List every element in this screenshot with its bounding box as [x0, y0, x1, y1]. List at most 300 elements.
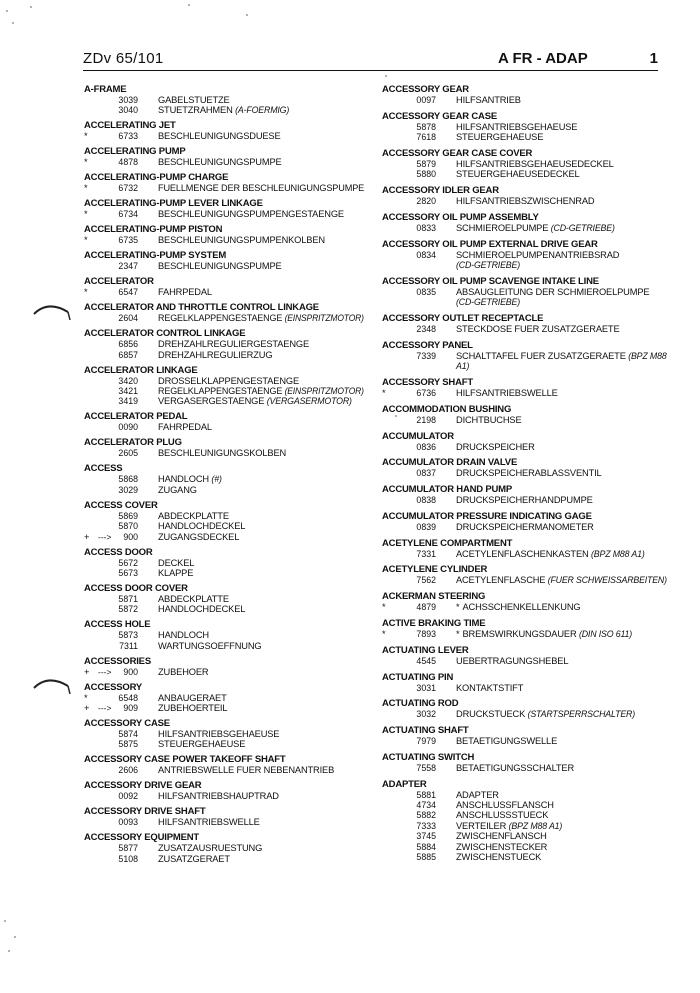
- translation-row: [84, 630, 364, 640]
- entry-a-frame: [84, 84, 364, 116]
- entry-term: ACETYLENE COMPARTMENT: [382, 537, 513, 549]
- translation-row: [84, 422, 364, 432]
- entry-code: 0833: [416, 222, 436, 233]
- entry-term: ACCUMULATOR PRESSURE INDICATING GAGE: [382, 510, 592, 522]
- translation-text: DREHZAHLREGULIERZUG: [158, 349, 273, 360]
- german-translation: [456, 495, 593, 505]
- usage-note: (STARTSPERRSCHALTER): [527, 709, 636, 720]
- entry-term: ACTUATING LEVER: [382, 644, 469, 656]
- entry-term: ACCELERATING PUMP: [84, 146, 186, 158]
- translation-text: ACETYLENFLASCHENKASTEN: [456, 548, 589, 559]
- german-translation: [456, 196, 594, 206]
- entry-code: 5871: [118, 593, 138, 604]
- asterisk-marker: *: [382, 629, 386, 640]
- asterisk-marker: *: [84, 287, 88, 298]
- translation-text: ZUGANG: [158, 484, 197, 495]
- translation-row: [84, 313, 364, 323]
- translation-text: HILFSANTRIEBSGEHAEUSE: [158, 728, 280, 739]
- translation-row: [382, 709, 667, 719]
- entry-term: ACCESS DOOR: [84, 546, 153, 558]
- entry-term: ADAPTER: [382, 778, 427, 790]
- translation-row: [84, 209, 364, 219]
- translation-text: BESCHLEUNIGUNGSPUMPE: [158, 261, 282, 272]
- entry-accumulator-drain-valve: [382, 457, 667, 478]
- translation-row: [84, 765, 364, 775]
- german-translation: [158, 376, 299, 386]
- translation-text: GABELSTUETZE: [158, 95, 230, 105]
- scan-speck: [395, 415, 397, 417]
- translation-row: [382, 223, 667, 233]
- scan-speck: [246, 14, 248, 16]
- translation-text: STEUERGEHAEUSE: [456, 132, 544, 143]
- entry-actuating-switch: [382, 752, 667, 773]
- entry-code: 3031: [416, 682, 436, 693]
- entry-code: 3029: [118, 484, 138, 495]
- translation-row: [382, 656, 667, 666]
- entry-code: 3419: [118, 396, 138, 407]
- translation-text: HILFSANTRIEB: [456, 95, 521, 105]
- translation-text: SCHMIEROELPUMPE: [456, 222, 549, 233]
- entry-code: 7893: [416, 629, 436, 640]
- entry-term: ACCELERATOR LINKAGE: [84, 364, 198, 376]
- entry-code: 5875: [118, 739, 138, 750]
- plus-marker: +: [84, 666, 90, 677]
- entry-accelerator-linkage: [84, 365, 364, 407]
- german-translation: [158, 604, 245, 614]
- german-translation: [158, 594, 229, 604]
- german-translation: [456, 132, 543, 142]
- entry-code: 0838: [416, 495, 436, 506]
- entry-term: ACCESSORY OIL PUMP EXTERNAL DRIVE GEAR: [382, 238, 598, 250]
- entry-term: ACCESSORY OIL PUMP ASSEMBLY: [382, 211, 539, 223]
- translation-text: HANDLOCH: [158, 630, 209, 641]
- usage-note: (EINSPRITZMOTOR): [284, 313, 364, 324]
- usage-note: (BPZ M88 A1): [591, 548, 645, 559]
- german-translation: [456, 736, 557, 746]
- asterisk-marker: *: [84, 235, 88, 246]
- translation-text: WARTUNGSOEFFNUNG: [158, 640, 262, 651]
- translation-text: BETAETIGUNGSSCHALTER: [456, 762, 575, 773]
- translation-text: KLAPPE: [158, 567, 194, 578]
- german-translation: [456, 468, 602, 478]
- entry-code: 2606: [118, 765, 138, 776]
- translation-row: [84, 667, 364, 677]
- translation-text: FAHRPEDAL: [158, 287, 212, 298]
- translation-row: [84, 558, 364, 568]
- document-id: ZDv 65/101: [83, 50, 164, 67]
- german-translation: [456, 159, 614, 169]
- entry-actuating-pin: [382, 672, 667, 693]
- entry-code: 5880: [416, 169, 436, 180]
- translation-row: [382, 790, 667, 800]
- translation-text: ABSAUGLEITUNG DER SCHMIEROELPUMPE: [456, 286, 650, 297]
- translation-row: [382, 821, 667, 831]
- usage-note: (CD-GETRIEBE): [456, 260, 521, 271]
- german-translation: [456, 388, 558, 398]
- german-translation: [158, 448, 286, 458]
- entry-code: 5868: [118, 474, 138, 485]
- entry-code: 5885: [416, 852, 436, 863]
- german-translation: [158, 474, 222, 484]
- german-translation: [456, 683, 523, 693]
- translation-text: STEUERGEHAEUSE: [158, 739, 246, 750]
- translation-row: [84, 386, 364, 396]
- asterisk-marker: *: [382, 387, 386, 398]
- entry-code: 0839: [416, 521, 436, 532]
- german-translation: [456, 763, 574, 773]
- translation-text: DICHTBUCHSE: [456, 414, 522, 425]
- entry-term: ACCELERATING-PUMP SYSTEM: [84, 250, 227, 262]
- right-column: [382, 84, 667, 868]
- translation-row: [382, 442, 667, 452]
- translation-row: [84, 105, 364, 115]
- translation-text: HILFSANTRIEBSZWISCHENRAD: [456, 196, 595, 207]
- translation-row: [84, 261, 364, 271]
- entry-code: 3745: [416, 831, 436, 842]
- german-translation: [158, 95, 230, 105]
- translation-text: ZUBEHOER: [158, 666, 209, 677]
- translation-text: HILFSANTRIEBSWELLE: [456, 387, 558, 398]
- translation-row: [382, 810, 667, 820]
- entry-accessory-case-power-takeoff-shaft: [84, 754, 364, 775]
- translation-text: VERTEILER: [456, 820, 507, 831]
- entry-term: ACTUATING SHAFT: [382, 725, 469, 737]
- asterisk-marker: *: [84, 157, 88, 168]
- entry-term: ACCUMULATOR: [382, 430, 454, 442]
- entry-code: 7311: [119, 640, 138, 651]
- german-translation: [456, 810, 548, 820]
- translation-text: HANDLOCHDECKEL: [158, 604, 246, 615]
- usage-note: A1): [456, 361, 470, 372]
- entry-code: 0092: [118, 791, 138, 802]
- translation-row: [84, 157, 364, 167]
- translation-text: ZWISCHENSTUECK: [456, 852, 542, 863]
- entry-code: 3039: [118, 95, 138, 105]
- translation-text: BREMSWIRKUNGSDAUER: [462, 629, 577, 640]
- entry-actuating-rod: [382, 698, 667, 719]
- translation-row: [84, 339, 364, 349]
- german-translation: [456, 549, 645, 559]
- german-translation: [456, 831, 547, 841]
- german-translation: [456, 223, 615, 233]
- entry-code: 5108: [118, 853, 138, 864]
- german-translation: [158, 511, 229, 521]
- translation-text: DRUCKSPEICHER: [456, 441, 535, 452]
- translation-text: BESCHLEUNIGUNGSPUMPE: [158, 157, 282, 168]
- entry-accommodation-bushing: [382, 404, 667, 425]
- entry-accelerating-pump-system: [84, 250, 364, 271]
- plus-marker: +: [84, 531, 90, 542]
- translation-row: [382, 169, 667, 179]
- entry-accelerating-pump-lever-linkage: [84, 198, 364, 219]
- entry-accelerator-control-linkage: [84, 328, 364, 360]
- translation-row: [84, 729, 364, 739]
- translation-row: [84, 693, 364, 703]
- german-translation: [456, 415, 522, 425]
- asterisk-marker: *: [382, 602, 386, 613]
- entry-code: 7618: [416, 132, 436, 143]
- usage-note: (FUER SCHWEISSARBEITEN): [547, 575, 667, 586]
- translation-text: HILFSANTRIEBSWELLE: [158, 817, 260, 828]
- entry-accessory-outlet-receptacle: [382, 313, 667, 334]
- entry-access-door-cover: [84, 583, 364, 615]
- entry-code: 0093: [118, 817, 138, 828]
- translation-text: SCHALTTAFEL FUER ZUSATZGERAETE: [456, 350, 626, 361]
- translation-row: [382, 132, 667, 142]
- entry-code: 2198: [416, 414, 436, 425]
- translation-text: DREHZAHLREGULIERGESTAENGE: [158, 339, 310, 350]
- entry-code: 2820: [416, 196, 436, 207]
- translation-row: [382, 549, 667, 559]
- german-translation: [158, 568, 193, 578]
- translation-text: BESCHLEUNIGUNGSPUMPENKOLBEN: [158, 235, 325, 246]
- entry-accessory-oil-pump-scavenge-intake-line: [382, 276, 667, 308]
- asterisk-marker: *: [84, 183, 88, 194]
- translation-row: [382, 287, 667, 297]
- german-translation: [158, 350, 272, 360]
- entry-code: 5879: [416, 158, 436, 169]
- translation-text: BETAETIGUNGSWELLE: [456, 736, 558, 747]
- translation-row: [84, 287, 364, 297]
- asterisk-marker: *: [84, 692, 88, 703]
- german-translation: [456, 351, 667, 361]
- entry-access-cover: [84, 500, 364, 542]
- entry-term: ACCELERATING JET: [84, 120, 176, 132]
- translation-text: ANSCHLUSSFLANSCH: [456, 800, 554, 811]
- translation-text: HILFSANTRIEBSGEHAEUSE: [456, 121, 578, 132]
- usage-note: (BPZ M88 A1): [508, 820, 563, 831]
- translation-row: [382, 522, 667, 532]
- translation-row: [382, 361, 667, 371]
- entry-accumulator-hand-pump: [382, 484, 667, 505]
- german-translation: [158, 422, 212, 432]
- translation-row: [382, 95, 667, 105]
- translation-row: [382, 351, 667, 361]
- translation-row: [84, 641, 364, 651]
- translation-text: SCHMIEROELPUMPENANTRIEBSRAD: [456, 249, 620, 260]
- translation-row: [84, 817, 364, 827]
- translation-row: [84, 350, 364, 360]
- entry-code: 7562: [416, 575, 436, 586]
- entry-term: ACCELERATOR CONTROL LINKAGE: [84, 328, 246, 340]
- translation-row: [382, 196, 667, 206]
- translation-text: HILFSANTRIEBSHAUPTRAD: [158, 791, 279, 802]
- translation-row: [382, 324, 667, 334]
- entry-term: ACCESSORY SHAFT: [382, 376, 473, 388]
- translation-text: STUETZRAHMEN: [158, 105, 233, 116]
- translation-text: ABDECKPLATTE: [158, 510, 229, 521]
- german-translation: [456, 287, 649, 297]
- entry-term: ACCESSORY IDLER GEAR: [382, 185, 499, 197]
- german-translation: [456, 790, 499, 800]
- translation-text: ANTRIEBSWELLE FUER NEBENANTRIEB: [158, 765, 335, 776]
- translation-row: [84, 568, 364, 578]
- german-translation: [158, 791, 279, 801]
- translation-text: BESCHLEUNIGUNGSDUESE: [158, 131, 281, 142]
- entry-adapter: [382, 779, 667, 863]
- translation-text: REGELKLAPPENGESTAENGE: [158, 313, 283, 324]
- translation-text: REGELKLAPPENGESTAENGE: [158, 386, 283, 397]
- reference-arrow: --->: [98, 666, 112, 677]
- entry-code: 6547: [118, 287, 138, 298]
- scan-speck: [4, 920, 6, 922]
- entry-term: ACCESSORY DRIVE SHAFT: [84, 806, 206, 818]
- entry-accessory-gear-case-cover: [382, 148, 667, 180]
- german-translation: [158, 396, 352, 406]
- translation-row: [382, 122, 667, 132]
- entry-code: 5874: [118, 728, 138, 739]
- translation-row: [84, 474, 364, 484]
- asterisk-marker: *: [456, 602, 460, 613]
- translation-text: ANSCHLUSSSTUECK: [456, 810, 549, 821]
- entry-term: ACCUMULATOR HAND PUMP: [382, 484, 513, 496]
- german-translation: [158, 261, 282, 271]
- asterisk-marker: *: [84, 131, 88, 142]
- entry-term: ACCESS: [84, 463, 123, 475]
- entry-code: 6548: [118, 692, 138, 703]
- asterisk-marker: *: [84, 209, 88, 220]
- entry-code: 7979: [416, 736, 436, 747]
- entry-code: 2348: [416, 324, 436, 335]
- entry-accelerating-pump-piston: [84, 224, 364, 245]
- german-translation: [456, 602, 581, 612]
- entry-code: 4878: [118, 157, 138, 168]
- german-translation: [456, 842, 547, 852]
- entry-code: 0097: [416, 95, 436, 105]
- translation-text: VERGASERGESTAENGE: [158, 396, 265, 407]
- german-translation: [456, 95, 521, 105]
- entry-term: ACCESSORY CASE POWER TAKEOFF SHAFT: [84, 754, 286, 766]
- usage-note: (VERGASERMOTOR): [266, 396, 352, 407]
- translation-text: DECKEL: [158, 557, 195, 568]
- entry-term: ACCESSORY OUTLET RECEPTACLE: [382, 313, 544, 325]
- entry-code: 4545: [416, 655, 436, 666]
- entry-accelerator: [84, 276, 364, 297]
- translation-text: DRUCKSPEICHERMANOMETER: [456, 521, 594, 532]
- german-translation: [158, 313, 364, 323]
- scan-speck: [8, 950, 10, 952]
- translation-row: [382, 388, 667, 398]
- translation-row: [382, 575, 667, 585]
- german-translation: [158, 817, 260, 827]
- translation-text: BESCHLEUNIGUNGSKOLBEN: [158, 448, 287, 459]
- entry-code: 5873: [118, 630, 138, 641]
- entry-code: 2604: [118, 313, 138, 324]
- translation-text: UEBERTRAGUNGSHEBEL: [456, 655, 569, 666]
- scan-speck: [6, 10, 8, 12]
- translation-row: [84, 791, 364, 801]
- translation-row: [84, 396, 364, 406]
- german-translation: [158, 339, 309, 349]
- german-translation: [158, 667, 208, 677]
- reference-arrow: --->: [98, 531, 112, 542]
- entry-term: ACETYLENE CYLINDER: [382, 564, 488, 576]
- german-translation: [456, 122, 577, 132]
- entry-term: ACCUMULATOR DRAIN VALVE: [382, 457, 518, 469]
- entry-term: ACCELERATOR PLUG: [84, 437, 182, 449]
- translation-text: ADAPTER: [456, 789, 499, 800]
- entry-code: 5870: [118, 521, 138, 532]
- german-translation: [158, 209, 344, 219]
- german-translation: [158, 105, 289, 115]
- translation-row: [84, 95, 364, 105]
- entry-code: 7331: [416, 548, 436, 559]
- german-translation: [456, 361, 469, 371]
- translation-text: ANBAUGERAET: [158, 692, 227, 703]
- translation-row: [382, 736, 667, 746]
- german-translation: [456, 709, 635, 719]
- translation-text: ACETYLENFLASCHE: [456, 575, 546, 586]
- german-translation: [456, 629, 632, 639]
- entry-term: ACCOMMODATION BUSHING: [382, 403, 512, 415]
- entry-term: ACCELERATOR PEDAL: [84, 411, 188, 423]
- page-header: [83, 50, 658, 71]
- entry-term: ACTIVE BRAKING TIME: [382, 618, 486, 630]
- entry-accessory-equipment: [84, 832, 364, 864]
- entry-code: 5882: [416, 810, 436, 821]
- entry-code: 7339: [416, 350, 436, 361]
- translation-row: [84, 485, 364, 495]
- german-translation: [456, 297, 520, 307]
- translation-row: [382, 683, 667, 693]
- translation-text: HILFSANTRIEBSGEHAEUSEDECKEL: [456, 158, 614, 169]
- entry-accelerating-pump: [84, 146, 364, 167]
- entry-access: [84, 463, 364, 495]
- translation-row: [84, 854, 364, 864]
- entry-code: 5872: [118, 604, 138, 615]
- plus-marker: +: [84, 703, 90, 713]
- entry-code: 5673: [118, 567, 138, 578]
- scan-speck: [14, 936, 16, 938]
- entry-accessory-panel: [382, 340, 667, 372]
- entry-accelerator-plug: [84, 437, 364, 458]
- entry-code: 4879: [416, 602, 436, 613]
- asterisk-marker: *: [456, 629, 460, 640]
- translation-row: [84, 376, 364, 386]
- german-translation: [158, 183, 364, 193]
- entry-code: 5884: [416, 841, 436, 852]
- translation-row: [84, 532, 364, 542]
- entry-accessory-idler-gear: [382, 185, 667, 206]
- translation-row: [382, 629, 667, 639]
- german-translation: [158, 235, 325, 245]
- translation-row: [382, 800, 667, 810]
- translation-row: [84, 521, 364, 531]
- translation-text: ZUSATZGERAET: [158, 853, 230, 864]
- translation-row: [382, 297, 667, 307]
- translation-row: [84, 448, 364, 458]
- entry-code: 0837: [416, 468, 436, 479]
- entry-term: ACCESSORY GEAR: [382, 84, 469, 95]
- german-translation: [456, 169, 580, 179]
- translation-text: DRUCKSPEICHERABLASSVENTIL: [456, 468, 602, 479]
- translation-row: [84, 131, 364, 141]
- left-column: [84, 84, 364, 869]
- entry-code: 0836: [416, 441, 436, 452]
- translation-row: [382, 763, 667, 773]
- entry-accessories: [84, 656, 364, 677]
- german-translation: [158, 157, 282, 167]
- entry-accessory-shaft: [382, 377, 667, 398]
- entry-code: 7333: [416, 820, 436, 831]
- entry-acetylene-cylinder: [382, 564, 667, 585]
- entry-actuating-lever: [382, 645, 667, 666]
- entry-access-hole: [84, 619, 364, 651]
- german-translation: [158, 843, 262, 853]
- entry-accessory-oil-pump-external-drive-gear: [382, 239, 667, 271]
- entry-code: 6735: [118, 235, 138, 246]
- translation-row: [84, 843, 364, 853]
